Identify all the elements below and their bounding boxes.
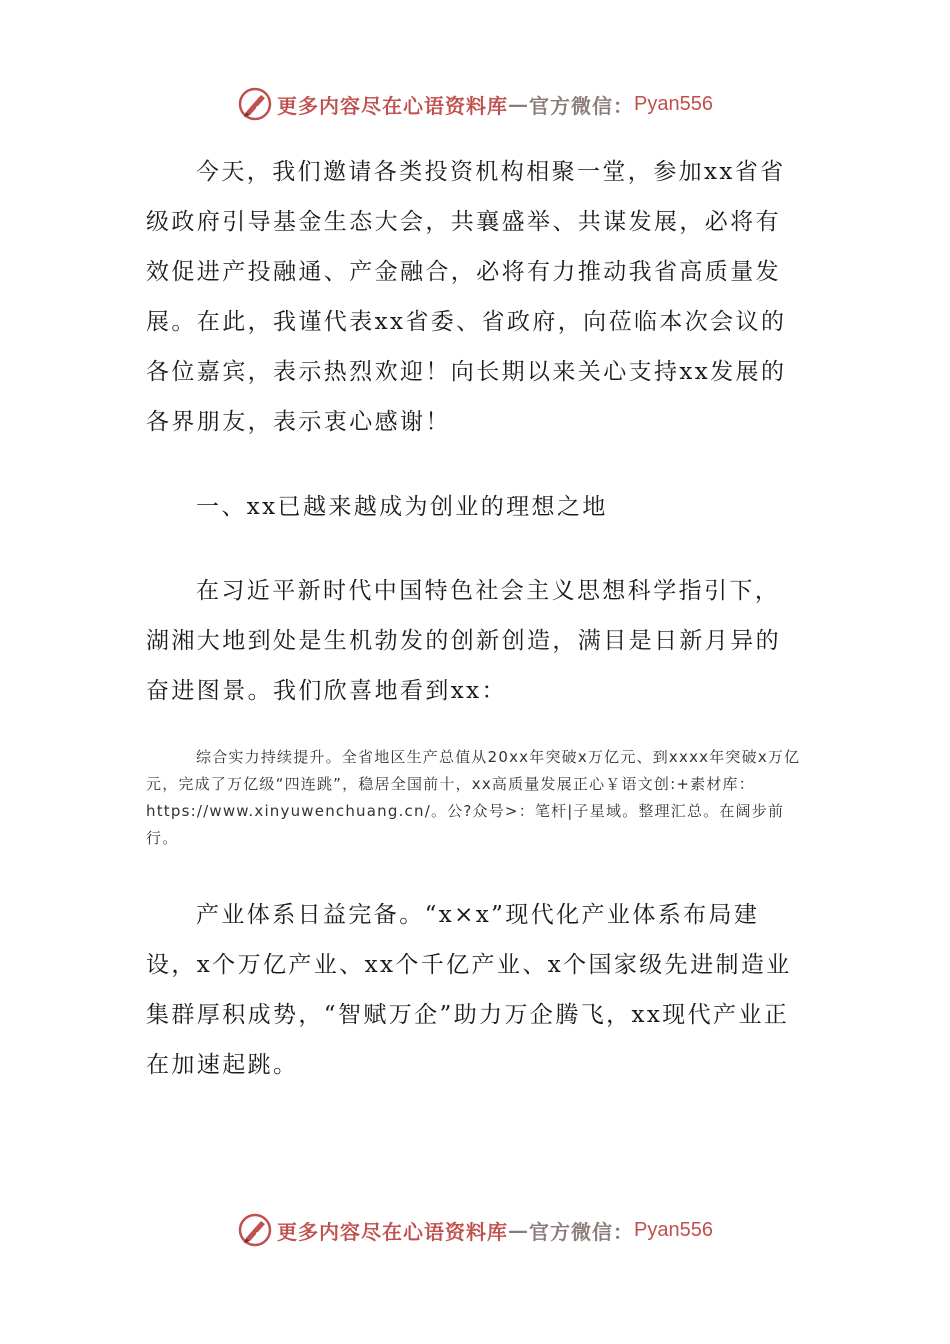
paragraph-welcome: 今天，我们邀请各类投资机构相聚一堂，参加xx省省级政府引导基金生态大会，共襄盛举、共谋发展，必将有效促进产投融通、产金融合，必将有力推动我省高质量发展。在此，我谨代表xx省委、省政府，向莅临本次会议的各位嘉宾，表示热烈欢迎！向长期以来关心支持xx发展的各界朋友，表示衷心感谢！ — [146, 159, 787, 435]
banner-dash: — — [508, 92, 530, 116]
banner-title: 更多内容尽在心语资料库 — [277, 93, 509, 118]
footer-banner — [0, 1210, 950, 1250]
header-banner — [0, 84, 950, 124]
banner-wechat-id: Pyan556 — [634, 1218, 713, 1241]
pen-logo-icon — [237, 86, 273, 122]
paragraph-economy: 综合实力持续提升。全省地区生产总值从20xx年突破x万亿元、到xxxx年突破x万亿元，完成了万亿级“四连跳”，稳居全国前十，xx高质量发展正心￥语文创:+素材库：https://www.xinyuwenchuang.cn/。公?众号>：笔杆|子星域。整理汇总。在阔步前行。 — [146, 748, 801, 847]
section-heading: 一、xx已越来越成为创业的理想之地 — [196, 494, 608, 520]
paragraph-industry: 产业体系日益完备。“x×x”现代化产业体系布局建设，x个万亿产业、xx个千亿产业、x个国家级先进制造业集群厚积成势，“智赋万企”助力万企腾飞，xx现代产业正在加速起跳。 — [146, 902, 792, 1078]
banner-wechat-label: 官方微信： — [529, 93, 635, 118]
banner-title: 更多内容尽在心语资料库 — [277, 1219, 509, 1244]
pen-logo-icon — [237, 1212, 273, 1248]
banner-wechat-label: 官方微信： — [529, 1219, 635, 1244]
banner-wechat-id: Pyan556 — [634, 92, 713, 115]
paragraph-intro: 在习近平新时代中国特色社会主义思想科学指引下，湖湘大地到处是生机勃发的创新创造，满目是日新月异的奋进图景。我们欣喜地看到xx： — [146, 578, 781, 704]
banner-dash: — — [508, 1218, 530, 1242]
